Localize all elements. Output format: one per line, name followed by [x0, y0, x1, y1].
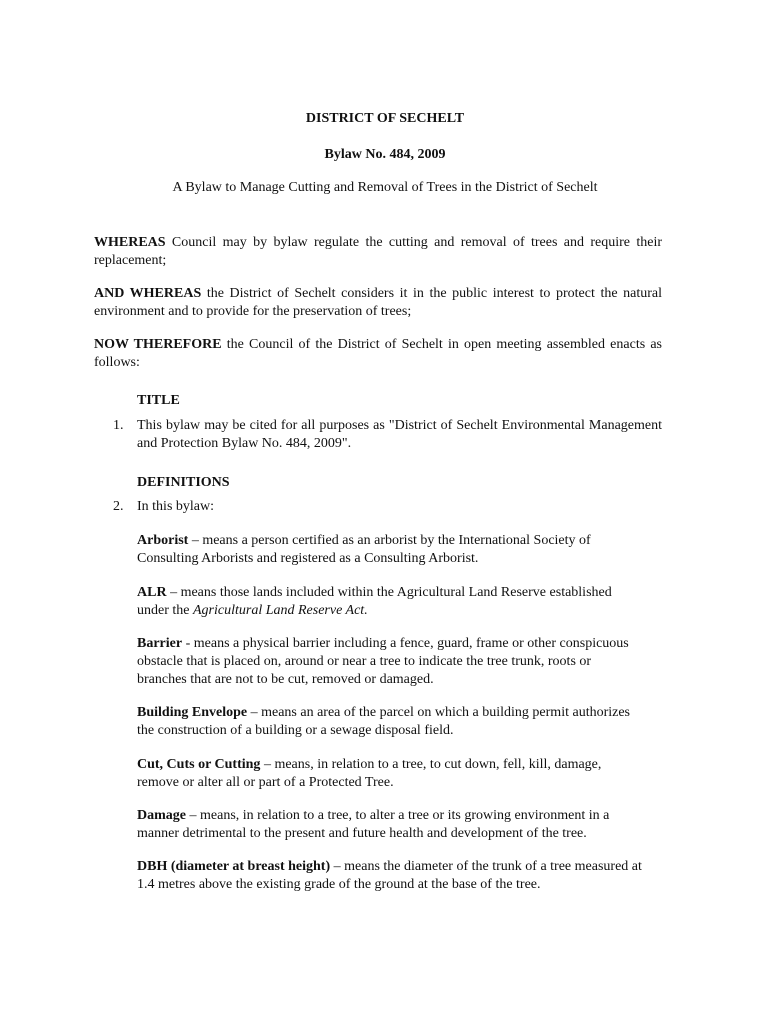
definition-term: Building Envelope: [137, 705, 248, 720]
and-whereas-text: the District of Sechelt considers it in the public interest to protect the natural environment and to provide for the preservation of trees;: [94, 286, 663, 319]
whereas-paragraph: [94, 234, 662, 270]
definition-text: – means, in relation to a tree, to cut down, fell, kill, damage, remove or alter all or part of a Protected Tree.: [137, 757, 602, 790]
definition-dbh: [137, 858, 642, 894]
definition-term: DBH (diameter at breast height): [137, 859, 331, 874]
definition-text: – means the diameter of the trunk of a tree measured at 1.4 metres above the existing grade of the ground at the base of the tree.: [137, 859, 642, 892]
definition-barrier: [137, 635, 642, 689]
bylaw-description: A Bylaw to Manage Cutting and Removal of Trees in the District of Sechelt: [172, 180, 598, 195]
definition-text: – means an area of the parcel on which a building permit authorizes the construction of a building or a sewage disposal field.: [137, 705, 631, 738]
definition-text: - means a physical barrier including a fence, guard, frame or other conspicuous obstacle that is placed on, around or near a tree to indicate the tree trunk, roots or branches that are not to be cut, removed or damaged.: [137, 636, 629, 687]
definition-text: – means a person certified as an arborist by the International Society of Consulting Arborists and registered as a Consulting Arborist.: [137, 533, 591, 566]
bylaw-number: Bylaw No. 484, 2009: [324, 147, 446, 162]
and-whereas-lead: AND WHEREAS: [94, 286, 202, 301]
definition-arborist: [137, 532, 642, 568]
definition-term: Arborist: [137, 533, 189, 548]
item-text: In this bylaw:: [137, 499, 214, 514]
now-therefore-paragraph: [94, 336, 662, 372]
definition-term: ALR: [137, 585, 167, 600]
now-therefore-lead: NOW THEREFORE: [94, 337, 222, 352]
definition-cutting: [137, 756, 642, 792]
and-whereas-paragraph: [94, 285, 662, 321]
definition-text: – means those lands included within the Agricultural Land Reserve established under the: [137, 585, 612, 618]
definition-text: – means, in relation to a tree, to alter a tree or its growing environment in a manner detrimental to the present and future health and development of the tree.: [137, 808, 610, 841]
item-number: 2.: [113, 499, 124, 514]
section-heading-definitions: DEFINITIONS: [137, 475, 230, 490]
document-title: DISTRICT OF SECHELT: [305, 111, 465, 126]
section-heading-title: TITLE: [137, 393, 180, 408]
definition-term: Damage: [137, 808, 186, 823]
definition-damage: [137, 807, 642, 843]
item-text: This bylaw may be cited for all purposes as "District of Sechelt Environmental Management and Protection Bylaw No. 484, 2009".: [137, 418, 662, 451]
definition-building-envelope: [137, 704, 642, 740]
definition-act-name: Agricultural Land Reserve Act.: [192, 603, 368, 618]
whereas-text: Council may by bylaw regulate the cutting and removal of trees and require their replacement;: [94, 235, 662, 268]
whereas-lead: WHEREAS: [94, 235, 166, 250]
definition-term: Cut, Cuts or Cutting: [137, 757, 261, 772]
item-number: 1.: [113, 418, 124, 433]
now-therefore-text: the Council of the District of Sechelt in open meeting assembled enacts as follows:: [94, 337, 662, 370]
definition-term: Barrier: [137, 636, 183, 651]
definition-alr: [137, 584, 642, 620]
